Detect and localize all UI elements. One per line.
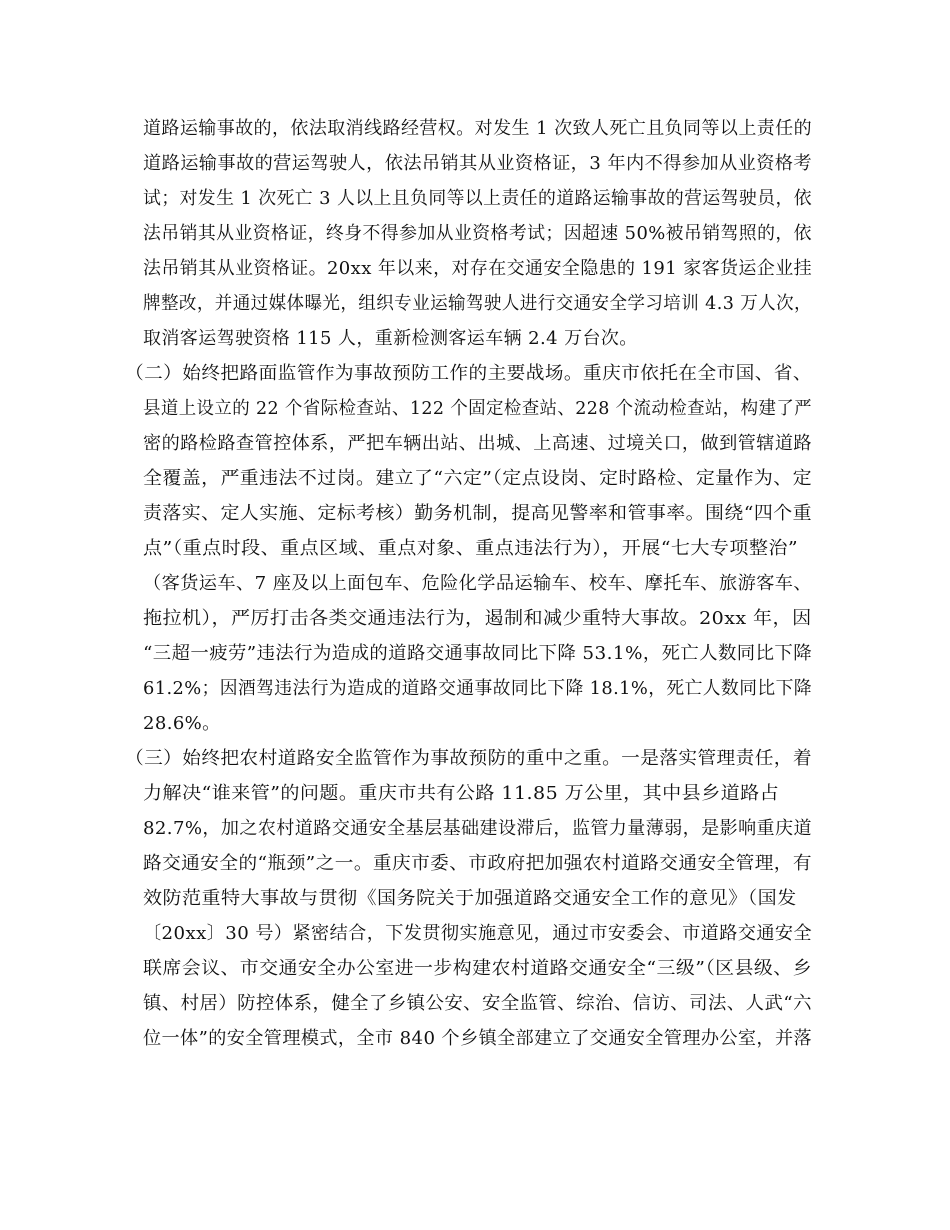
text-line: 镇、村居）防控体系，健全了乡镇公安、安全监管、综治、信访、司法、人武“六 bbox=[143, 993, 812, 1014]
text-line: 28.6%。 bbox=[143, 713, 221, 734]
text-line: 效防范重特大事故与贯彻《国务院关于加强道路交通安全工作的意见》（国发 bbox=[143, 888, 797, 909]
section-heading-line: （三）始终把农村道路安全监管作为事故预防的重中之重。一是落实管理责任，着 bbox=[125, 748, 812, 769]
text-line: 位一体”的安全管理模式，全市 840 个乡镇全部建立了交通安全管理办公室，并落 bbox=[143, 1028, 812, 1049]
text-line: 〔20xx〕30 号）紧密结合，下发贯彻实施意见，通过市安委会、市道路交通安全 bbox=[143, 923, 813, 944]
text-line: 道路运输事故的营运驾驶人，依法吊销其从业资格证，3 年内不得参加从业资格考 bbox=[143, 153, 813, 174]
text-line: 试；对发生 1 次死亡 3 人以上且负同等以上责任的道路运输事故的营运驾驶员，依 bbox=[143, 188, 813, 209]
text-line: 全覆盖，严重违法不过岗。建立了“六定”（定点设岗、定时路检、定量作为、定 bbox=[143, 468, 813, 489]
text-line: 拖拉机），严厉打击各类交通违法行为，遏制和减少重特大事故。20xx 年，因 bbox=[143, 608, 812, 629]
text-line: 道路运输事故的，依法取消线路经营权。对发生 1 次致人死亡且负同等以上责任的 bbox=[143, 118, 813, 139]
text-line: 路交通安全的“瓶颈”之一。重庆市委、市政府把加强农村道路交通安全管理，有 bbox=[143, 853, 812, 874]
text-line: （客货运车、7 座及以上面包车、危险化学品运输车、校车、摩托车、旅游客车、 bbox=[143, 573, 813, 594]
text-line: 密的路检路查管控体系，严把车辆出站、出城、上高速、过境关口，做到管辖道路 bbox=[143, 433, 813, 454]
text-line: 点”（重点时段、重点区域、重点对象、重点违法行为），开展“七大专项整治” bbox=[143, 538, 799, 559]
text-line: 法吊销其从业资格证。20xx 年以来，对存在交通安全隐患的 191 家客货运企业挂 bbox=[143, 258, 812, 279]
section-heading-line: （二）始终把路面监管作为事故预防工作的主要战场。重庆市依托在全市国、省、 bbox=[125, 363, 812, 384]
text-line: “三超一疲劳”违法行为造成的道路交通事故同比下降 53.1%，死亡人数同比下降 bbox=[143, 643, 812, 664]
text-line: 取消客运驾驶资格 115 人，重新检测客运车辆 2.4 万台次。 bbox=[143, 328, 638, 349]
text-line: 61.2%；因酒驾违法行为造成的道路交通事故同比下降 18.1%，死亡人数同比下降 bbox=[143, 678, 812, 699]
text-line: 联席会议、市交通安全办公室进一步构建农村道路交通安全“三级”（区县级、乡 bbox=[143, 958, 813, 979]
text-line: 82.7%，加之农村道路交通安全基层基础建设滞后，监管力量薄弱，是影响重庆道 bbox=[143, 818, 812, 839]
text-line: 县道上设立的 22 个省际检查站、122 个固定检查站、228 个流动检查站，构建了严 bbox=[143, 398, 813, 419]
text-line: 牌整改，并通过媒体曝光，组织专业运输驾驶人进行交通安全学习培训 4.3 万人次， bbox=[143, 293, 812, 314]
text-line: 力解决“谁来管”的问题。重庆市共有公路 11.85 万公里，其中县乡道路占 bbox=[143, 783, 780, 804]
text-line: 法吊销其从业资格证，终身不得参加从业资格考试；因超速 50%被吊销驾照的，依 bbox=[143, 223, 812, 244]
text-line: 责落实、定人实施、定标考核）勤务机制，提高见警率和管事率。围绕“四个重 bbox=[143, 503, 812, 524]
